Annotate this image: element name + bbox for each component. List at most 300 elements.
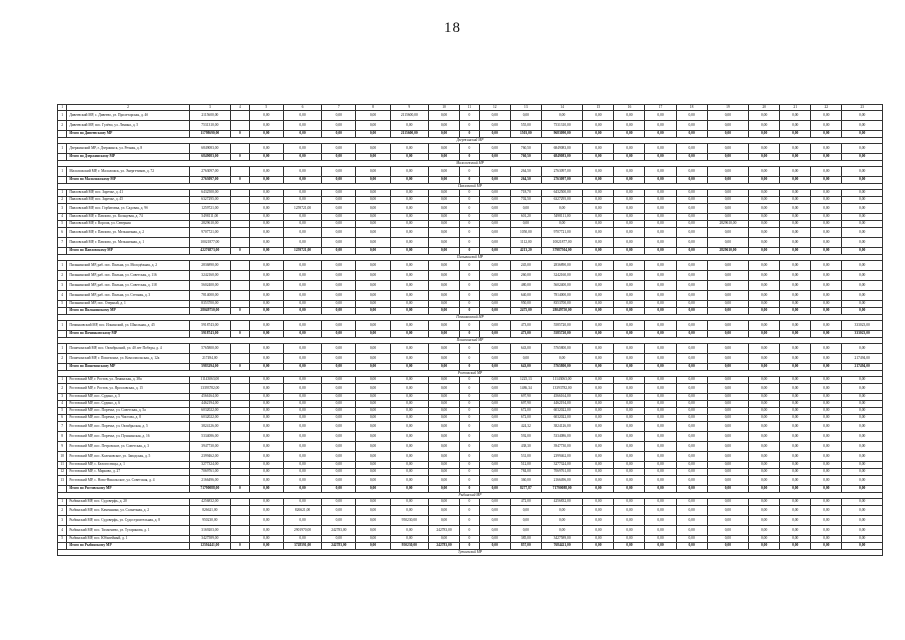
value-cell: 0,00	[749, 214, 780, 221]
value-cell: 0,00	[645, 238, 676, 248]
value-cell: 0,00	[614, 344, 645, 354]
value-cell: 0,00	[811, 204, 842, 214]
value-cell: 0,00	[749, 354, 780, 364]
value-cell: 0,00	[707, 131, 748, 138]
value-cell: 3	[58, 281, 67, 291]
value-cell: 0,00	[583, 271, 614, 281]
value-cell: 0,00	[645, 121, 676, 131]
value-cell	[231, 121, 250, 131]
value-cell: 0,00	[428, 144, 459, 154]
value-cell: 0,00	[842, 476, 883, 486]
value-cell: 6032022,00	[541, 408, 582, 415]
value-cell: 0,00	[479, 452, 510, 462]
value-cell: 0,00	[707, 394, 748, 401]
table-row	[58, 214, 883, 221]
value-cell: 8353700,00	[189, 301, 230, 308]
value-cell: 0,00	[811, 214, 842, 221]
value-cell: 0,00	[322, 469, 356, 476]
value-cell: 0,00	[707, 214, 748, 221]
value-cell: 0,00	[249, 543, 283, 550]
value-cell	[231, 190, 250, 197]
value-cell	[231, 415, 250, 422]
value-cell: 6432500,00	[189, 190, 230, 197]
value-cell: 2115600,00	[189, 111, 230, 121]
value-cell: 0,00	[676, 543, 707, 550]
value-cell: 0,00	[811, 301, 842, 308]
value-cell: 643,00	[510, 364, 541, 371]
value-cell: 0,00	[676, 422, 707, 432]
value-cell: 0,00	[614, 543, 645, 550]
value-cell: 0,00	[283, 401, 321, 408]
value-cell: 2399462,00	[189, 452, 230, 462]
value-cell: 6432500,00	[541, 190, 582, 197]
value-cell: 0,00	[283, 516, 321, 526]
value-cell: 0,00	[614, 238, 645, 248]
value-cell: 0,00	[322, 377, 356, 384]
value-cell: 0,00	[249, 486, 283, 493]
value-cell: 0,00	[390, 452, 428, 462]
value-cell: 0,00	[322, 291, 356, 301]
value-cell: 3824126,00	[541, 422, 582, 432]
value-cell: 0,00	[249, 167, 283, 177]
value-cell: 0,00	[428, 301, 459, 308]
value-cell: 1259721,00	[189, 204, 230, 214]
value-cell: 0,00	[356, 261, 390, 271]
value-cell: 0,00	[842, 442, 883, 452]
value-cell: 0,00	[749, 131, 780, 138]
value-cell: 0,00	[780, 154, 811, 161]
value-cell: 601,20	[510, 214, 541, 221]
value-cell: 512,00	[510, 462, 541, 469]
value-cell: 0,00	[811, 452, 842, 462]
value-cell: 0,00	[645, 281, 676, 291]
value-cell: 0,00	[356, 177, 390, 184]
value-cell: 0,00	[428, 516, 459, 526]
value-cell: 0,00	[749, 248, 780, 255]
value-cell: 0,00	[249, 154, 283, 161]
value-cell: 0,00	[283, 469, 321, 476]
value-cell: 0,00	[583, 543, 614, 550]
value-cell	[231, 377, 250, 384]
value-cell: 0,00	[428, 354, 459, 364]
value-cell: 0,00	[356, 536, 390, 543]
value-cell: 6849083,00	[541, 154, 582, 161]
value-cell: 0,00	[249, 422, 283, 432]
value-cell: 0,00	[811, 415, 842, 422]
value-cell: 13	[58, 476, 67, 486]
value-cell: 4566164,00	[189, 394, 230, 401]
value-cell: 0,00	[707, 197, 748, 204]
value-cell: 4566164,00	[541, 394, 582, 401]
value-cell: 0,00	[842, 384, 883, 394]
value-cell: 0,00	[390, 442, 428, 452]
column-number-cell: 3	[189, 105, 230, 111]
value-cell: 0,00	[390, 331, 428, 338]
value-cell: 0,00	[583, 364, 614, 371]
value-cell: 5585720,00	[541, 321, 582, 331]
value-cell: 0,00	[842, 432, 883, 442]
value-cell: 0,00	[676, 442, 707, 452]
value-cell: 3947730,00	[541, 442, 582, 452]
value-cell: 0,00	[390, 197, 428, 204]
address-cell: Итого по Дзержинскому МР	[67, 154, 189, 161]
value-cell: 0,00	[583, 486, 614, 493]
value-cell: 0	[460, 543, 480, 550]
value-cell: 6849083,00	[189, 144, 230, 154]
value-cell: 0,00	[249, 331, 283, 338]
value-cell: 0	[460, 291, 480, 301]
value-cell: 0,00	[390, 308, 428, 315]
value-cell: 0,00	[428, 154, 459, 161]
value-cell: 4	[58, 291, 67, 301]
value-cell: 0,00	[356, 197, 390, 204]
value-cell: 950230,00	[390, 543, 428, 550]
value-cell: 0,00	[356, 190, 390, 197]
value-cell: 0,00	[322, 271, 356, 281]
value-cell: 0,00	[283, 422, 321, 432]
value-cell: 0,00	[707, 401, 748, 408]
value-cell: 0,00	[479, 476, 510, 486]
value-cell	[58, 177, 67, 184]
total-row	[58, 177, 883, 184]
value-cell: 0,00	[283, 154, 321, 161]
value-cell: 0,00	[283, 331, 321, 338]
address-cell: Ростовский МР, пос. Поречье, ул. Советская, д. 5а	[67, 408, 189, 415]
value-cell: 0,00	[749, 271, 780, 281]
value-cell: 531,00	[510, 452, 541, 462]
value-cell: 0,00	[780, 536, 811, 543]
value-cell: 0,00	[390, 121, 428, 131]
column-number-cell: 14	[541, 105, 582, 111]
value-cell: 0,00	[479, 415, 510, 422]
value-cell: 4	[58, 214, 67, 221]
value-cell: 0,00	[322, 281, 356, 291]
value-cell: 2829610,00	[189, 221, 230, 228]
value-cell: 0,00	[249, 281, 283, 291]
value-cell: 0,00	[390, 344, 428, 354]
value-cell	[231, 432, 250, 442]
value-cell	[58, 331, 67, 338]
value-cell: 0,00	[322, 167, 356, 177]
value-cell: 0,00	[614, 228, 645, 238]
value-cell: 0,00	[676, 291, 707, 301]
section-title: Пильнинский МР	[58, 255, 883, 261]
value-cell: 242783,00	[428, 543, 459, 550]
value-cell: 0,00	[749, 526, 780, 536]
value-cell: 0,00	[479, 462, 510, 469]
value-cell: 0,00	[356, 415, 390, 422]
value-cell: 718,70	[510, 190, 541, 197]
value-cell: 0,00	[811, 221, 842, 228]
value-cell: 1	[58, 111, 67, 121]
value-cell: 0,00	[479, 111, 510, 121]
value-cell: 826621,00	[189, 506, 230, 516]
value-cell: 0	[231, 331, 250, 338]
value-cell: 0,00	[356, 331, 390, 338]
value-cell: 0,00	[390, 238, 428, 248]
value-cell: 2166496,00	[541, 476, 582, 486]
value-cell: 0,00	[283, 415, 321, 422]
value-cell: 5	[58, 408, 67, 415]
value-cell: 0,00	[645, 321, 676, 331]
table-row	[58, 221, 883, 228]
value-cell: 0,00	[283, 394, 321, 401]
address-cell: Ростовский МР, с. Белогостицы, д. 1	[67, 462, 189, 469]
address-cell: Павловский МР, пос. Заречье, д. 41	[67, 190, 189, 197]
value-cell: 0,00	[676, 432, 707, 442]
value-cell: 11143063,00	[189, 377, 230, 384]
value-cell: 0,00	[749, 384, 780, 394]
value-cell: 0,00	[707, 121, 748, 131]
value-cell: 0,00	[583, 408, 614, 415]
value-cell: 6032022,00	[541, 415, 582, 422]
value-cell: 0,00	[356, 401, 390, 408]
value-cell: 0,00	[707, 415, 748, 422]
value-cell: 7684421,00	[541, 543, 582, 550]
value-cell: 37987504,00	[541, 248, 582, 255]
value-cell: 0,00	[356, 221, 390, 228]
value-cell: 0,00	[811, 261, 842, 271]
value-cell: 0,00	[583, 111, 614, 121]
value-cell: 0,00	[283, 190, 321, 197]
value-cell: 0,00	[356, 238, 390, 248]
value-cell	[231, 442, 250, 452]
value-cell: 0,00	[749, 261, 780, 271]
value-cell: 0,00	[645, 469, 676, 476]
value-cell: 0,00	[356, 394, 390, 401]
value-cell: 0,00	[283, 121, 321, 131]
value-cell: 6327295,00	[541, 197, 582, 204]
value-cell: 0,00	[322, 499, 356, 506]
value-cell: 0,00	[749, 422, 780, 432]
value-cell: 0,00	[283, 377, 321, 384]
value-cell: 0,00	[390, 154, 428, 161]
value-cell: 0,00	[614, 394, 645, 401]
value-cell: 1259721,00	[283, 248, 321, 255]
value-cell: 2763097,00	[189, 177, 230, 184]
value-cell: 0,00	[780, 131, 811, 138]
value-cell: 0,00	[249, 121, 283, 131]
value-cell: 0,00	[842, 111, 883, 121]
value-cell: 0,00	[780, 506, 811, 516]
value-cell: 0,00	[645, 177, 676, 184]
value-cell: 0,00	[583, 499, 614, 506]
value-cell: 0,00	[645, 204, 676, 214]
value-cell: 0,00	[283, 281, 321, 291]
value-cell: 0,00	[614, 401, 645, 408]
value-cell: 0,00	[356, 144, 390, 154]
value-cell: 0,00	[676, 301, 707, 308]
column-number-cell: 6	[283, 105, 321, 111]
value-cell: 0,00	[614, 331, 645, 338]
value-cell	[231, 344, 250, 354]
value-cell: 0,00	[322, 144, 356, 154]
value-cell: 555,00	[510, 121, 541, 131]
value-cell: 0,00	[356, 526, 390, 536]
value-cell: 0,00	[614, 291, 645, 301]
value-cell: 0,00	[479, 238, 510, 248]
value-cell: 0,00	[676, 344, 707, 354]
value-cell: 0,00	[390, 408, 428, 415]
value-cell: 0,00	[249, 144, 283, 154]
value-cell: 0,00	[583, 536, 614, 543]
value-cell: 0	[231, 308, 250, 315]
value-cell: 0,00	[479, 469, 510, 476]
address-cell: Рыбинский МР, пос. Судоверфь, д. 20	[67, 499, 189, 506]
value-cell: 0,00	[707, 486, 748, 493]
value-cell: 0,00	[842, 167, 883, 177]
address-cell: Пильнинский МР, раб. пос. Пильна, ул. Советская, д. 116	[67, 271, 189, 281]
address-cell: Пильнинский МР, пос. Озерный, д. 1	[67, 301, 189, 308]
value-cell: 242783,00	[322, 526, 356, 536]
value-cell: 0,00	[428, 536, 459, 543]
value-cell	[231, 321, 250, 331]
table-row	[58, 301, 883, 308]
value-cell: 0,00	[283, 301, 321, 308]
value-cell: 0,00	[676, 384, 707, 394]
value-cell: 0,00	[707, 291, 748, 301]
value-cell: 0,00	[842, 261, 883, 271]
value-cell: 0,00	[707, 442, 748, 452]
value-cell: 950,00	[510, 301, 541, 308]
value-cell: 0	[460, 462, 480, 469]
value-cell: 0,00	[249, 344, 283, 354]
value-cell: 0,00	[749, 476, 780, 486]
value-cell: 0,00	[249, 291, 283, 301]
value-cell: 0,00	[645, 384, 676, 394]
value-cell: 0,00	[811, 499, 842, 506]
value-cell: 0	[231, 364, 250, 371]
value-cell: 0,00	[510, 516, 541, 526]
value-cell: 0,00	[283, 238, 321, 248]
table-row	[58, 354, 883, 364]
value-cell: 0,00	[583, 228, 614, 238]
value-cell: 13393782,00	[189, 384, 230, 394]
value-cell: 0,00	[676, 526, 707, 536]
value-cell: 0	[460, 238, 480, 248]
value-cell: 0,00	[707, 543, 748, 550]
value-cell: 7	[58, 422, 67, 432]
column-number-cell: 9	[390, 105, 428, 111]
value-cell: 0,00	[249, 301, 283, 308]
value-cell: 5334086,00	[541, 432, 582, 442]
column-number-cell: 19	[707, 105, 748, 111]
value-cell: 0,00	[749, 197, 780, 204]
total-row	[58, 543, 883, 550]
value-cell: 0,00	[283, 499, 321, 506]
value-cell	[231, 476, 250, 486]
value-cell: 0,00	[283, 131, 321, 138]
value-cell: 0,00	[614, 190, 645, 197]
value-cell: 0,00	[645, 154, 676, 161]
column-number-cell: 8	[356, 105, 390, 111]
value-cell: 0,00	[583, 238, 614, 248]
value-cell: 0,00	[428, 321, 459, 331]
value-cell: 0,00	[583, 331, 614, 338]
value-cell: 3277324,00	[541, 462, 582, 469]
total-row	[58, 131, 883, 138]
value-cell: 4462194,00	[189, 401, 230, 408]
value-cell: 0,00	[356, 384, 390, 394]
value-cell: 5334086,00	[189, 432, 230, 442]
value-cell: 0,00	[707, 516, 748, 526]
value-cell: 0,00	[842, 281, 883, 291]
value-cell: 0,00	[428, 261, 459, 271]
value-cell: 0,00	[583, 432, 614, 442]
value-cell: 0,00	[749, 408, 780, 415]
value-cell: 0,00	[707, 354, 748, 364]
table-row	[58, 408, 883, 415]
value-cell: 0,00	[707, 271, 748, 281]
value-cell: 0,00	[249, 499, 283, 506]
value-cell: 0,00	[811, 394, 842, 401]
table-row	[58, 190, 883, 197]
table-row	[58, 401, 883, 408]
value-cell: 0,00	[749, 506, 780, 516]
value-cell: 0,00	[479, 344, 510, 354]
table-row	[58, 506, 883, 516]
value-cell: 0,00	[356, 248, 390, 255]
value-cell: 0,00	[283, 167, 321, 177]
value-cell: 7531310,00	[541, 121, 582, 131]
value-cell: 0	[460, 499, 480, 506]
value-cell: 0,00	[390, 214, 428, 221]
value-cell: 0,00	[322, 121, 356, 131]
value-cell: 0,00	[322, 221, 356, 228]
value-cell: 7814000,00	[541, 291, 582, 301]
value-cell: 0,00	[614, 197, 645, 204]
value-cell: 0,00	[811, 281, 842, 291]
value-cell: 0,00	[322, 177, 356, 184]
value-cell: 0,00	[614, 422, 645, 432]
value-cell: 0,00	[322, 301, 356, 308]
value-cell: 10021877,00	[541, 238, 582, 248]
value-cell: 0,00	[676, 321, 707, 331]
value-cell	[58, 248, 67, 255]
value-cell: 2836890,00	[189, 261, 230, 271]
value-cell: 0,00	[428, 344, 459, 354]
value-cell: 0,00	[811, 364, 842, 371]
table-row	[58, 415, 883, 422]
value-cell: 3947730,00	[189, 442, 230, 452]
value-cell: 0,00	[614, 499, 645, 506]
value-cell: 0	[460, 422, 480, 432]
value-cell: 0,00	[614, 442, 645, 452]
value-cell: 0,00	[749, 111, 780, 121]
value-cell: 0,00	[283, 308, 321, 315]
value-cell: 0,00	[249, 526, 283, 536]
value-cell: 0,00	[676, 462, 707, 469]
value-cell: 0,00	[390, 167, 428, 177]
value-cell: 0,00	[707, 476, 748, 486]
value-cell: 11	[58, 462, 67, 469]
value-cell: 0,00	[249, 271, 283, 281]
value-cell: 0,00	[283, 486, 321, 493]
value-cell: 0,00	[356, 121, 390, 131]
value-cell: 0,00	[842, 422, 883, 432]
value-cell	[58, 543, 67, 550]
value-cell: 0,00	[249, 214, 283, 221]
value-cell: 0,00	[749, 377, 780, 384]
value-cell: 0,00	[645, 144, 676, 154]
value-cell: 2829610,00	[707, 221, 748, 228]
value-cell: 0,00	[811, 536, 842, 543]
total-row	[58, 154, 883, 161]
total-row	[58, 486, 883, 493]
value-cell: 0,00	[356, 154, 390, 161]
value-cell: 1	[58, 344, 67, 354]
value-cell: 0,00	[645, 214, 676, 221]
